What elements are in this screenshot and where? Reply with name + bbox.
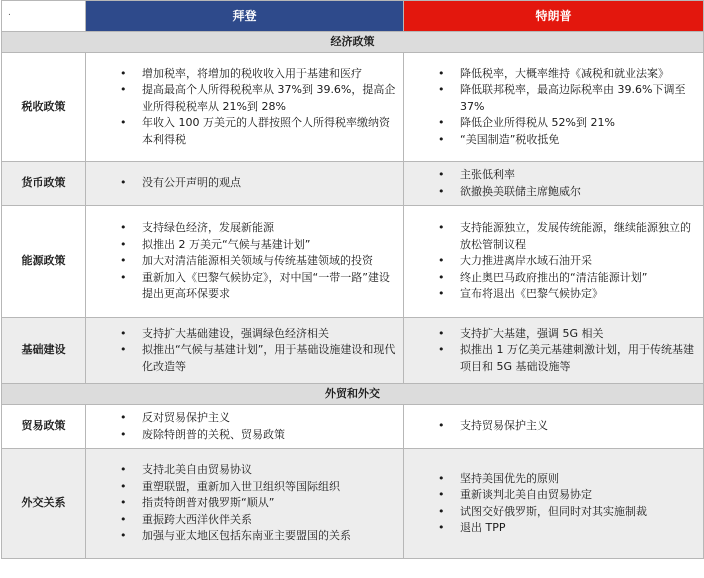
list-item: • 支持能源独立，发展传统能源，继续能源独立的放松管制议程 (460, 220, 697, 253)
trump-cell-energy (404, 206, 704, 318)
row-infra (2, 318, 704, 384)
list-item: • 拟推出 2 万美元“气候与基建计划” (142, 237, 397, 254)
section-trade-row (2, 384, 704, 405)
list-item: • 退出 TPP (460, 520, 697, 537)
row-label-tax: 税收政策 (2, 53, 86, 162)
list-item: • 重振跨大西洋伙伴关系 (142, 512, 397, 529)
biden-cell-tax (86, 53, 404, 162)
list-item: • 提高最高个人所得税税率从 37%到 39.6%，提高企业所得税税率从 21%到 28% (142, 82, 397, 115)
policy-comparison-table (1, 0, 704, 559)
list-item: • 支持北美自由贸易协议 (142, 462, 397, 479)
row-label-infra: 基础建设 (2, 318, 86, 384)
list-item: • 没有公开声明的观点 (142, 175, 397, 192)
list-item: • 支持绿色经济，发展新能源 (142, 220, 397, 237)
list-item: • 支持贸易保护主义 (460, 418, 697, 435)
list-item: • 大力推进离岸水域石油开采 (460, 253, 697, 270)
list-item: • 加大对清洁能源相关领域与传统基建领域的投资 (142, 253, 397, 270)
list-item: • 宣布将退出《巴黎气候协定》 (460, 286, 697, 303)
list-item: • 试图交好俄罗斯，但同时对其实施制裁 (460, 504, 697, 521)
list-item: • 降低企业所得税从 52%到 21% (460, 115, 697, 132)
list-item: • 增加税率，将增加的税收收入用于基建和医疗 (142, 66, 397, 83)
list-item: • 重新谈判北美自由贸易协定 (460, 487, 697, 504)
list-item: • 坚持美国优先的原则 (460, 471, 697, 488)
row-energy (2, 206, 704, 318)
list-item: • 欲撤换美联储主席鲍威尔 (460, 184, 697, 201)
row-tax (2, 53, 704, 162)
row-label-energy: 能源政策 (2, 206, 86, 318)
biden-cell-energy (86, 206, 404, 318)
section-trade-title: 外贸和外交 (2, 384, 704, 405)
list-item: • 拟推出 1 万亿美元基建刺激计划，用于传统基建项目和 5G 基础设施等 (460, 342, 697, 375)
row-monetary (2, 162, 704, 206)
trump-cell-tax (404, 53, 704, 162)
row-label-monetary: 货币政策 (2, 162, 86, 206)
list-item: • 终止奥巴马政府推出的“清洁能源计划” (460, 270, 697, 287)
header-row (2, 1, 704, 32)
row-trade (2, 405, 704, 449)
header-corner-cell: . (2, 1, 86, 32)
trump-cell-trade (404, 405, 704, 449)
trump-cell-monetary (404, 162, 704, 206)
trump-cell-foreign (404, 449, 704, 559)
list-item: • 支持扩大基建，强调 5G 相关 (460, 326, 697, 343)
biden-cell-monetary (86, 162, 404, 206)
section-econ-title: 经济政策 (2, 32, 704, 53)
section-econ-row (2, 32, 704, 53)
list-item: • 反对贸易保护主义 (142, 410, 397, 427)
list-item: • 指责特朗普对俄罗斯“顺从” (142, 495, 397, 512)
list-item: • 拟推出“气候与基建计划”，用于基础设施建设和现代化改造等 (142, 342, 397, 375)
row-foreign (2, 449, 704, 559)
list-item: • 加强与亚太地区包括东南亚主要盟国的关系 (142, 528, 397, 545)
trump-cell-infra (404, 318, 704, 384)
biden-cell-trade (86, 405, 404, 449)
list-item: • 降低联邦税率，最高边际税率由 39.6%下调至 37% (460, 82, 697, 115)
header-trump: 特朗普 (404, 1, 704, 32)
row-label-trade: 贸易政策 (2, 405, 86, 449)
list-item: • 主张低利率 (460, 167, 697, 184)
biden-cell-infra (86, 318, 404, 384)
list-item: • 重塑联盟，重新加入世卫组织等国际组织 (142, 479, 397, 496)
row-label-foreign: 外交关系 (2, 449, 86, 559)
biden-cell-foreign (86, 449, 404, 559)
list-item: • “美国制造”税收抵免 (460, 132, 697, 149)
list-item: • 废除特朗普的关税、贸易政策 (142, 427, 397, 444)
list-item: • 降低税率，大概率维持《减税和就业法案》 (460, 66, 697, 83)
list-item: • 重新加入《巴黎气候协定》，对中国“一带一路”建设提出更高环保要求 (142, 270, 397, 303)
list-item: • 支持扩大基础建设，强调绿色经济相关 (142, 326, 397, 343)
header-biden: 拜登 (86, 1, 404, 32)
list-item: • 年收入 100 万美元的人群按照个人所得税率缴纳资本利得税 (142, 115, 397, 148)
